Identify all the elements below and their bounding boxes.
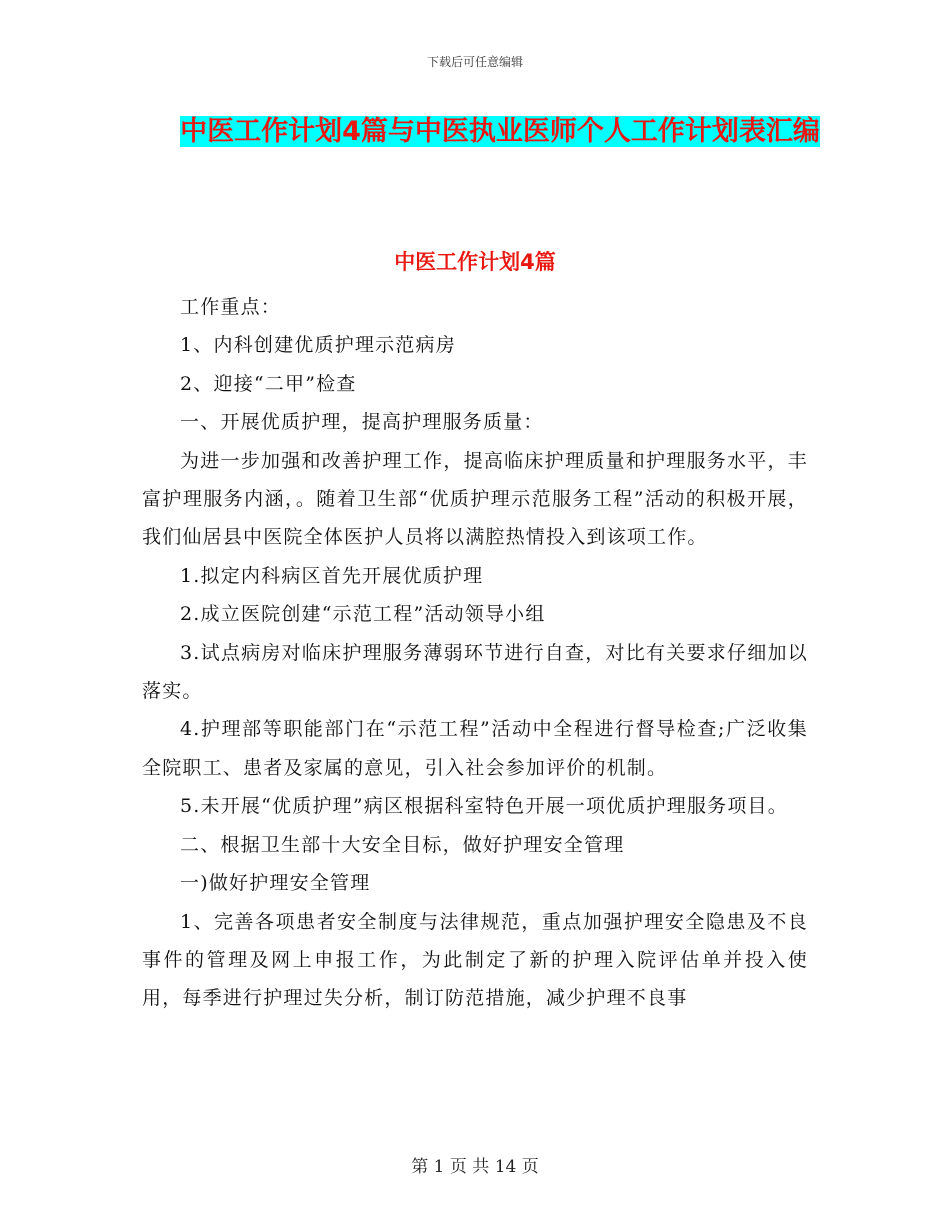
header-note: 下载后可任意编辑 <box>426 55 523 69</box>
paragraph: 一)做好护理安全管理 <box>180 872 371 895</box>
paragraph: 2、迎接“二甲”检查 <box>180 372 357 395</box>
paragraph: 4.护理部等职能部门在“示范工程”活动中全程进行督导检查;广泛收集全院职工、患者及家属的意见，引入社会参加评价的机制。 <box>142 718 808 779</box>
paragraph: 二、根据卫生部十大安全目标，做好护理安全管理 <box>180 833 625 856</box>
paragraph: 一、开展优质护理，提高护理服务质量： <box>180 411 544 434</box>
paragraph: 1.拟定内科病区首先开展优质护理 <box>180 564 484 587</box>
document-title-text: 中医工作计划4篇与中医执业医师个人工作计划表汇编 <box>180 116 820 147</box>
paragraph: 1、完善各项患者安全制度与法律规范，重点加强护理安全隐患及不良事件的管理及网上申报工作，为此制定了新的护理入院评估单并投入使用，每季进行护理过失分析，制订防范措施，减少护理不良事 <box>142 910 808 1010</box>
paragraph: 3.试点病房对临床护理服务薄弱环节进行自查，对比有关要求仔细加以落实。 <box>142 641 808 703</box>
document-title <box>160 110 840 154</box>
paragraph: 5.未开展“优质护理”病区根据科室特色开展一项优质护理服务项目。 <box>180 795 788 818</box>
paragraph: 1、内科创建优质护理示范病房 <box>180 334 456 357</box>
paragraph: 为进一步加强和改善护理工作，提高临床护理质量和护理服务水平，丰富护理服务内涵，。随着卫生部“优质护理示范服务工程”活动的积极开展，我们仙居县中医院全体医护人员将以满腔热情投入到该项工作。 <box>142 449 808 549</box>
section-title: 中医工作计划4篇 <box>394 250 556 274</box>
paragraph: 工作重点： <box>180 296 282 318</box>
document-body <box>142 288 808 1018</box>
page-number: 第 1 页 共 14 页 <box>411 1157 539 1177</box>
paragraph: 2.成立医院创建“示范工程”活动领导小组 <box>180 603 546 626</box>
